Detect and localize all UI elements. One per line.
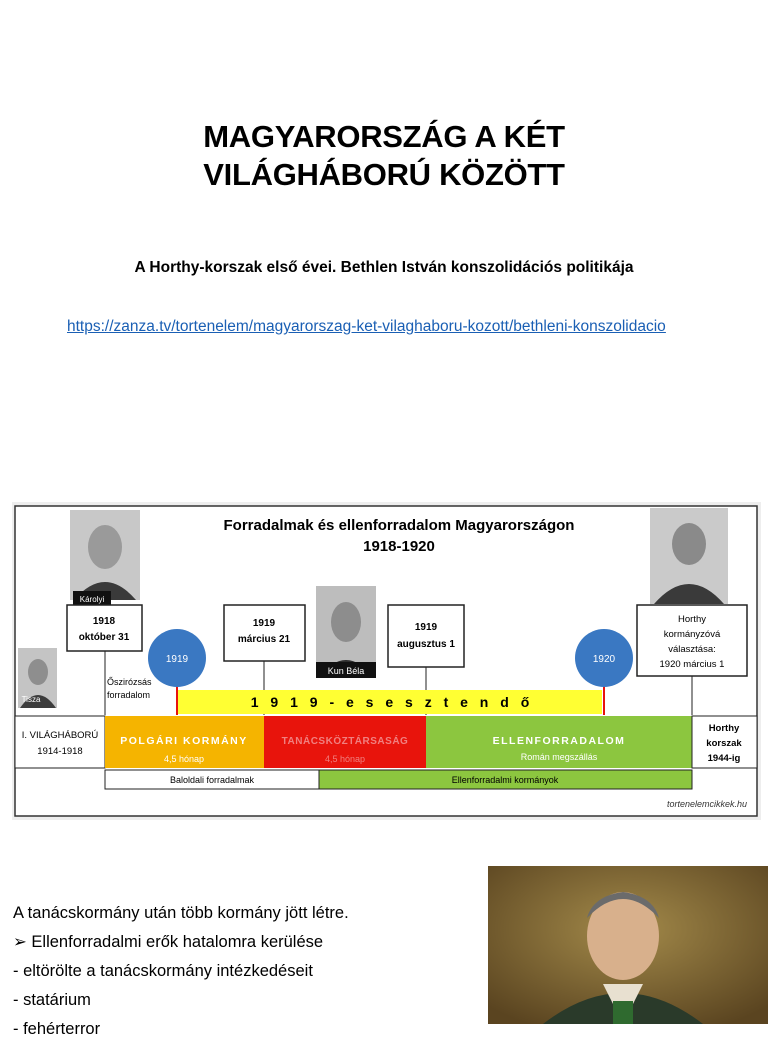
segment-ellen bbox=[426, 716, 692, 768]
bullet-line-3: - eltörölte a tanácskormány intézkedéseit bbox=[13, 962, 313, 980]
horthy-seg-2: korszak bbox=[706, 738, 742, 749]
kun-bela-label: Kun Béla bbox=[327, 666, 365, 676]
karolyi-portrait bbox=[70, 510, 140, 606]
oszirozsas-2: forradalom bbox=[107, 690, 151, 700]
segment-tanacs bbox=[264, 716, 426, 768]
horthy-seg-3: 1944-ig bbox=[707, 753, 741, 764]
baloldali-label: Baloldali forradalmak bbox=[169, 775, 255, 785]
kun-bela-portrait bbox=[316, 586, 376, 678]
timeline-infographic bbox=[12, 502, 761, 820]
ellen-2: Román megszállás bbox=[520, 752, 598, 762]
event-horthy-3: választása: bbox=[668, 644, 716, 655]
event-1919-march-date: március 21 bbox=[237, 634, 291, 645]
tanacs-2: 4,5 hónap bbox=[324, 754, 366, 764]
ellen-1: ELLENFORRADALOM bbox=[492, 735, 626, 747]
bullet-list bbox=[13, 899, 349, 1044]
bullet-line-5: - fehérterror bbox=[13, 1020, 101, 1038]
bullet-line-2-text: Ellenforradalmi erők hatalomra kerülése bbox=[31, 933, 324, 951]
bullet-line-1: A tanácskormány után több kormány jött létre. bbox=[13, 904, 349, 922]
tisza-label: Tisza bbox=[21, 695, 41, 704]
year-band-text: 1 9 1 9 - e s e s z t e n d ő bbox=[250, 694, 534, 710]
event-1919-march-year: 1919 bbox=[252, 618, 276, 629]
title-line-2: VILÁGHÁBORÚ KÖZÖTT bbox=[203, 157, 565, 192]
circle-1919-label: 1919 bbox=[165, 654, 189, 665]
slide-subtitle: A Horthy-korszak első évei. Bethlen István konszolidációs politikája bbox=[134, 259, 634, 276]
vilaghaboru-1: I. VILÁGHÁBORÚ bbox=[21, 730, 99, 741]
event-horthy-2: kormányzóvá bbox=[663, 629, 721, 640]
oszirozsas-1: Őszirózsás bbox=[107, 677, 152, 687]
event-1919-august-year: 1919 bbox=[414, 622, 438, 633]
title-line-1: MAGYARORSZÁG A KÉT bbox=[203, 119, 565, 154]
event-1918-year: 1918 bbox=[92, 616, 116, 627]
polgari-1: POLGÁRI KORMÁNY bbox=[120, 735, 248, 747]
zanza-link-anchor[interactable]: https://zanza.tv/tortenelem/magyarorszag-ket-vilaghaboru-kozott/bethleni-konszolidacio bbox=[67, 318, 666, 335]
event-horthy-4: 1920 március 1 bbox=[659, 659, 725, 670]
bullet-line-2 bbox=[13, 928, 349, 957]
horthy-portrait bbox=[650, 508, 728, 604]
slide-title bbox=[0, 118, 768, 194]
polgari-2: 4,5 hónap bbox=[163, 754, 205, 764]
event-1918-date: október 31 bbox=[78, 632, 130, 643]
circle-1920-label: 1920 bbox=[592, 654, 616, 665]
event-horthy-1: Horthy bbox=[678, 614, 706, 625]
vilaghaboru-2: 1914-1918 bbox=[37, 746, 83, 757]
timeline-credit: tortenelemcikkek.hu bbox=[666, 799, 747, 809]
tisza-portrait bbox=[18, 648, 57, 708]
segment-horthy bbox=[692, 716, 757, 768]
segment-polgari bbox=[105, 716, 264, 768]
karolyi-label: Károlyi bbox=[79, 595, 105, 604]
bullet-line-4: - statárium bbox=[13, 991, 91, 1009]
horthy-seg-1: Horthy bbox=[708, 723, 740, 734]
timeline-title-1: Forradalmak és ellenforradalom Magyarországon bbox=[223, 517, 575, 534]
event-1919-august-date: augusztus 1 bbox=[397, 639, 455, 650]
horthy-painting bbox=[488, 866, 768, 1024]
tanacs-1: TANÁCSKÖZTÁRSASÁG bbox=[281, 736, 409, 747]
timeline-title-2: 1918-1920 bbox=[363, 538, 435, 555]
ellenkormanyok-label: Ellenforradalmi kormányok bbox=[451, 775, 559, 785]
arrow-bullet-icon: ➢ bbox=[13, 933, 32, 951]
zanza-link[interactable] bbox=[67, 318, 707, 335]
segment-vilaghaboru bbox=[15, 716, 105, 768]
